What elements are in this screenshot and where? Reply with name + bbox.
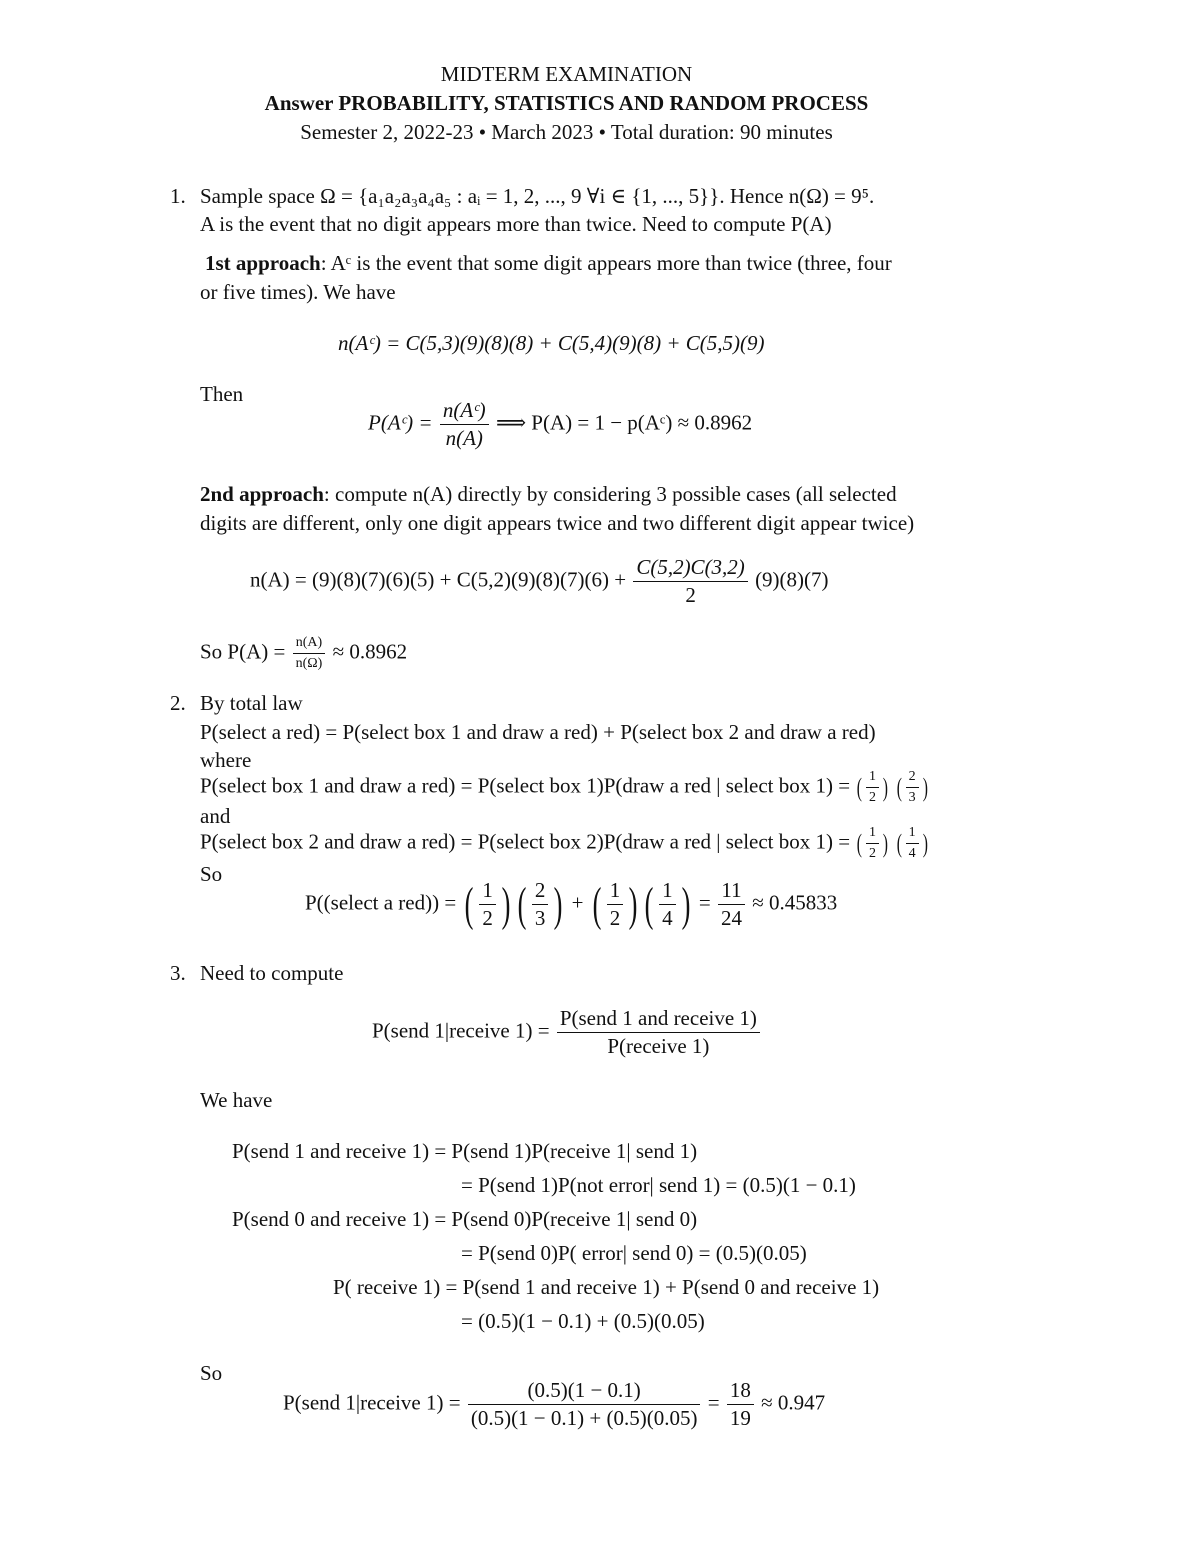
fraction xyxy=(468,1380,701,1429)
eq-lhs: P((select a red)) = xyxy=(305,890,457,915)
eq-rhs: (9)(8)(7) xyxy=(755,567,829,592)
denominator: 4 xyxy=(908,846,916,861)
fraction xyxy=(718,880,745,929)
q1-sample-space: Sample space Ω = {a₁a₂a₃a₄a₅ : aᵢ = 1, 2, ..., 9 ∀i ∈ {1, ..., 5}}. Hence n(Ω) = 9⁵. xyxy=(200,184,875,208)
q3-align-line-3: P(send 0 and receive 1) = P(send 0)P(receive 1| send 0) xyxy=(232,1207,698,1231)
fraction xyxy=(866,826,879,861)
q2-line-2: P(select a red) = P(select box 1 and draw a red) + P(select box 2 and draw a red) xyxy=(200,720,876,744)
numerator: n(Aᶜ) xyxy=(440,400,489,425)
denominator: (0.5)(1 − 0.1) + (0.5)(0.05) xyxy=(470,1406,698,1430)
q3-align-line-2: = P(send 1)P(not error| send 1) = (0.5)(1 − 0.1) xyxy=(461,1173,856,1197)
numerator: C(5,2)C(3,2) xyxy=(633,557,748,582)
fraction xyxy=(557,1008,760,1057)
equals-sign: = xyxy=(698,890,711,915)
q1-approach1-line xyxy=(205,253,892,274)
left-paren: ( xyxy=(644,877,654,931)
numerator: 1 xyxy=(866,826,879,844)
q1-approach1-text-2: or five times). We have xyxy=(200,280,396,304)
q3-align-line-5: P( receive 1) = P(send 1 and receive 1) + P(send 0 and receive 1) xyxy=(333,1275,880,1299)
right-paren: ) xyxy=(882,828,888,858)
denominator: 24 xyxy=(721,906,742,930)
denominator: 19 xyxy=(729,1406,751,1430)
numerator: 1 xyxy=(866,770,879,788)
denominator: 3 xyxy=(908,790,916,805)
right-paren: ) xyxy=(628,877,638,931)
q2-line-6-text: P(select box 2 and draw a red) = P(select box 2)P(draw a red | select box 1) = xyxy=(200,829,851,854)
denominator: 2 xyxy=(609,906,621,930)
q2-line-3: where xyxy=(200,748,252,772)
denominator: n(A) xyxy=(445,426,483,450)
left-paren: ( xyxy=(592,877,602,931)
q2-line-6 xyxy=(200,826,929,861)
fraction xyxy=(906,770,919,805)
q3-align-line-1: P(send 1 and receive 1) = P(send 1)P(receive 1| send 1) xyxy=(232,1139,698,1163)
eq-lhs: P(Aᶜ) = xyxy=(368,410,433,435)
q1-approach1-label: 1st approach xyxy=(205,251,321,275)
denominator: 2 xyxy=(685,583,696,607)
numerator: 2 xyxy=(906,770,919,788)
q1-approach2-line xyxy=(200,484,897,505)
q1-approach2-text-2: digits are different, only one digit appears twice and two different digit appear twice) xyxy=(200,511,915,535)
fraction xyxy=(727,1380,754,1429)
numerator: 2 xyxy=(532,880,549,905)
q2-line-4-text: P(select box 1 and draw a red) = P(select box 1)P(draw a red | select box 1) = xyxy=(200,773,851,798)
fraction xyxy=(866,770,879,805)
numerator: (0.5)(1 − 0.1) xyxy=(468,1380,701,1405)
eq-approx: ≈ 0.45833 xyxy=(752,890,838,915)
right-paren: ) xyxy=(922,828,928,858)
q1-eq-complement-count: n(Aᶜ) = C(5,3)(9)(8)(8) + C(5,4)(9)(8) + C(5,5)(9) xyxy=(338,331,765,355)
numerator: 1 xyxy=(906,826,919,844)
eq-lhs: n(A) = (9)(8)(7)(6)(5) + C(5,2)(9)(8)(7)(6) + xyxy=(250,567,627,592)
fraction xyxy=(440,400,489,449)
q1-so-result xyxy=(200,636,407,671)
q3-we-have: We have xyxy=(200,1088,273,1112)
eq-lhs: So P(A) = xyxy=(200,639,286,664)
plus-sign: + xyxy=(571,890,584,915)
q3-line-1: Need to compute xyxy=(200,961,344,985)
eq-lhs: P(send 1|receive 1) = xyxy=(372,1018,550,1043)
numerator: n(A) xyxy=(293,636,326,654)
fraction xyxy=(906,826,919,861)
fraction xyxy=(633,557,748,606)
fraction xyxy=(607,880,624,929)
fraction xyxy=(479,880,496,929)
q3-eq-bayes xyxy=(372,1008,762,1057)
denominator: P(receive 1) xyxy=(607,1034,710,1058)
denominator: n(Ω) xyxy=(295,656,323,671)
question-number: 2. xyxy=(170,691,186,715)
exam-subtitle: Answer PROBABILITY, STATISTICS AND RANDOM PROCESS xyxy=(264,91,869,115)
left-paren: ( xyxy=(857,828,863,858)
q3-eq-final xyxy=(283,1380,825,1429)
q1-approach1-text: : Aᶜ is the event that some digit appears more than twice (three, four xyxy=(320,251,892,275)
q3-align-line-6: = (0.5)(1 − 0.1) + (0.5)(0.05) xyxy=(461,1309,705,1333)
denominator: 4 xyxy=(662,906,673,930)
numerator: 11 xyxy=(718,880,745,905)
fraction xyxy=(532,880,549,929)
left-paren: ( xyxy=(857,772,863,802)
fraction xyxy=(293,636,326,671)
right-paren: ) xyxy=(501,877,511,931)
question-number: 1. xyxy=(170,184,186,208)
numerator: 1 xyxy=(607,880,624,905)
q1-approach2-label: 2nd approach xyxy=(200,482,324,506)
eq-lhs: P(send 1|receive 1) = xyxy=(283,1390,461,1415)
q2-line-1: By total law xyxy=(200,691,303,715)
q1-event-def: A is the event that no digit appears more than twice. Need to compute P(A) xyxy=(200,212,832,236)
fraction xyxy=(659,880,676,929)
denominator: 3 xyxy=(534,906,546,930)
right-paren: ) xyxy=(553,877,563,931)
q2-line-4 xyxy=(200,770,929,805)
left-paren: ( xyxy=(896,772,902,802)
q3-so: So xyxy=(200,1361,223,1385)
left-paren: ( xyxy=(896,828,902,858)
left-paren: ( xyxy=(465,877,474,931)
eq-approx: ≈ 0.947 xyxy=(761,1390,826,1415)
numerator: P(send 1 and receive 1) xyxy=(557,1008,760,1033)
q1-eq-prob-complement xyxy=(368,400,752,449)
right-paren: ) xyxy=(922,772,928,802)
denominator: 2 xyxy=(869,790,877,805)
equals-sign: = xyxy=(707,1390,720,1415)
right-paren: ) xyxy=(681,877,691,931)
exam-title: MIDTERM EXAMINATION xyxy=(440,62,693,86)
q1-then: Then xyxy=(200,382,244,406)
eq-rhs: ≈ 0.8962 xyxy=(332,639,408,664)
q1-eq-direct-count xyxy=(250,557,829,606)
numerator: 1 xyxy=(479,880,496,905)
eq-rhs: ⟹ P(A) = 1 − p(Aᶜ) ≈ 0.8962 xyxy=(495,410,753,435)
left-paren: ( xyxy=(517,877,527,931)
q2-line-5: and xyxy=(200,804,231,828)
q2-eq-total xyxy=(305,877,838,931)
denominator: 2 xyxy=(869,846,877,861)
question-number: 3. xyxy=(170,961,186,985)
numerator: 18 xyxy=(727,1380,754,1405)
numerator: 1 xyxy=(659,880,676,905)
right-paren: ) xyxy=(882,772,888,802)
q3-align-line-4: = P(send 0)P( error| send 0) = (0.5)(0.05) xyxy=(461,1241,807,1265)
q2-line-7: So xyxy=(200,862,223,886)
denominator: 2 xyxy=(482,906,493,930)
q1-approach2-text: : compute n(A) directly by considering 3 possible cases (all selected xyxy=(323,482,897,506)
exam-meta: Semester 2, 2022-23 • March 2023 • Total duration: 90 minutes xyxy=(300,120,833,144)
